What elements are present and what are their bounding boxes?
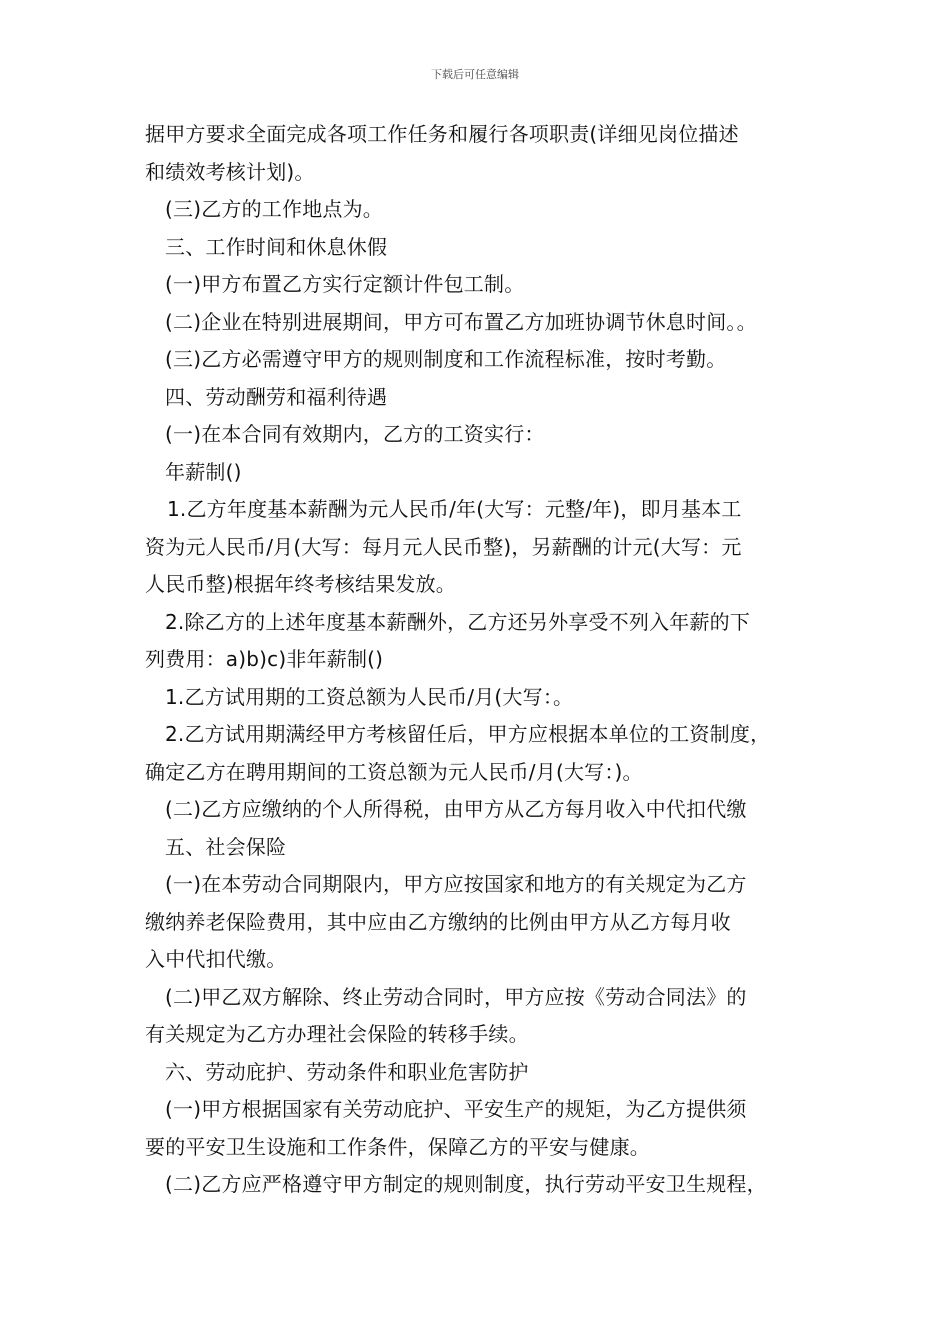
section-heading: 六、劳动庇护、劳动条件和职业危害防护 xyxy=(165,1059,529,1084)
paragraph-line: 资为元人民币/月(大写：每月元人民币整)，另薪酬的计元(大写：元 xyxy=(145,534,742,559)
paragraph-line: 人民币整)根据年终考核结果发放。 xyxy=(145,572,457,596)
paragraph-line: (一)甲方布置乙方实行定额计件包工制。 xyxy=(165,272,525,296)
paragraph-line: 入中代扣代缴。 xyxy=(145,947,287,971)
paragraph-line: (二)甲乙双方解除、终止劳动合同时，甲方应按《劳动合同法》的 xyxy=(165,984,747,1009)
section-heading: 四、劳动酬劳和福利待遇 xyxy=(165,384,388,409)
paragraph-line: 要的平安卫生设施和工作条件，保障乙方的平安与健康。 xyxy=(145,1134,650,1159)
paragraph-line: (一)在本合同有效期内，乙方的工资实行： xyxy=(165,422,545,446)
paragraph-line: (二)乙方应缴纳的个人所得税，由甲方从乙方每月收入中代扣代缴 xyxy=(165,797,747,821)
document-body xyxy=(145,116,817,1204)
paragraph-line: 和绩效考核计划)。 xyxy=(145,159,315,184)
paragraph-line: (二)乙方应严格遵守甲方制定的规则制度，执行劳动平安卫生规程， xyxy=(165,1172,767,1196)
paragraph-line: (三)乙方必需遵守甲方的规则制度和工作流程标准，按时考勤。 xyxy=(165,347,727,371)
paragraph-line: 1.乙方试用期的工资总额为人民币/月(大写：。 xyxy=(165,684,574,709)
paragraph-line: 据甲方要求全面完成各项工作任务和履行各项职责(详细见岗位描述 xyxy=(145,122,739,146)
paragraph-line: (一)在本劳动合同期限内，甲方应按国家和地方的有关规定为乙方 xyxy=(165,872,747,896)
paragraph-line: (三)乙方的工作地点为。 xyxy=(165,197,384,221)
section-heading: 五、社会保险 xyxy=(165,834,287,859)
page-header: 下载后可任意编辑 xyxy=(431,68,519,81)
paragraph-line: 年薪制() xyxy=(165,459,242,484)
paragraph-line: 2.除乙方的上述年度基本薪酬外，乙方还另外享受不列入年薪的下 xyxy=(165,609,751,634)
paragraph-line: 缴纳养老保险费用，其中应由乙方缴纳的比例由甲方从乙方每月收 xyxy=(145,909,731,934)
paragraph-line: 2.乙方试用期满经甲方考核留任后，甲方应根据本单位的工资制度， xyxy=(165,722,771,746)
paragraph-line: (一)甲方根据国家有关劳动庇护、平安生产的规矩，为乙方提供须 xyxy=(165,1097,747,1121)
paragraph-line: 列费用：a)b)c)非年薪制() xyxy=(145,647,384,671)
paragraph-line: 1.乙方年度基本薪酬为元人民币/年(大写：元整/年)，即月基本工 xyxy=(167,497,742,521)
paragraph-line: 确定乙方在聘用期间的工资总额为元人民币/月(大写：)。 xyxy=(145,759,643,784)
paragraph-line: 有关规定为乙方办理社会保险的转移手续。 xyxy=(145,1022,529,1046)
paragraph-line: (二)企业在特别进展期间，甲方可布置乙方加班协调节休息时间。。 xyxy=(165,309,757,334)
section-heading: 三、工作时间和休息休假 xyxy=(165,234,388,259)
